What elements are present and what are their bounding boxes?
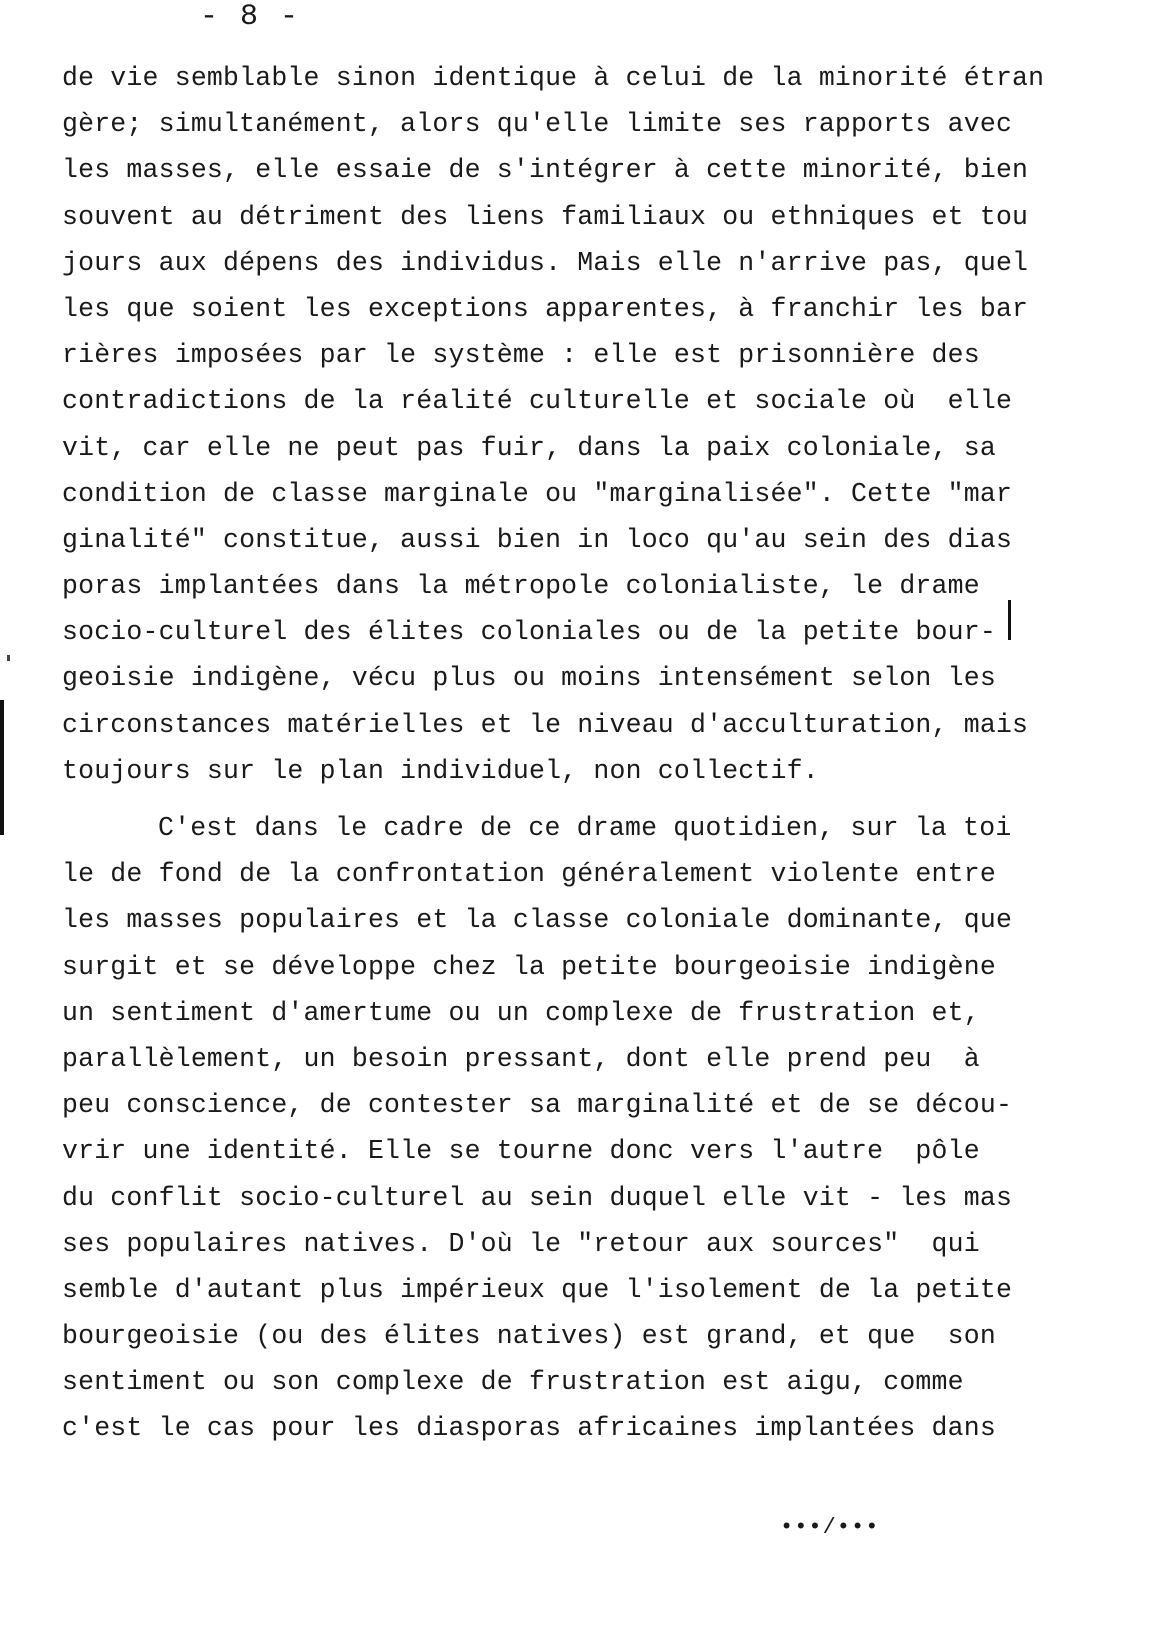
- text-line: jours aux dépens des individus. Mais elle n'arrive pas, quel: [62, 247, 1029, 278]
- text-line: les que soient les exceptions apparentes, à franchir les bar: [62, 293, 1029, 324]
- margin-dot: [7, 655, 10, 661]
- text-line: contradictions de la réalité culturelle et sociale où elle: [62, 386, 1013, 417]
- text-line: socio-culturel des élites coloniales ou de la petite bour-: [62, 617, 996, 648]
- text-line: semble d'autant plus impérieux que l'isolement de la petite: [62, 1274, 1013, 1305]
- text-line: geoisie indigène, vécu plus ou moins intensément selon les: [62, 663, 996, 694]
- text-line: de vie semblable sinon identique à celui de la minorité étran: [62, 63, 1045, 93]
- text-line: vrir une identité. Elle se tourne donc vers l'autre pôle: [62, 1136, 980, 1167]
- text-line: du conflit socio-culturel au sein duquel elle vit - les mas: [62, 1182, 1013, 1213]
- text-line: les masses, elle essaie de s'intégrer à cette minorité, bien: [62, 155, 1029, 186]
- text-line: un sentiment d'amertume ou un complexe de frustration et,: [62, 997, 980, 1028]
- text-line: condition de classe marginale ou "marginalisée". Cette "mar: [62, 478, 1013, 509]
- paragraph-2: [62, 805, 1082, 1452]
- paragraph-1: [62, 55, 1082, 794]
- text-line: les masses populaires et la classe coloniale dominante, que: [62, 905, 1013, 936]
- text-line: ses populaires natives. D'où le "retour aux sources" qui: [62, 1228, 980, 1259]
- text-line: gère; simultanément, alors qu'elle limite ses rapports avec: [62, 109, 1013, 140]
- text-line: circonstances matérielles et le niveau d'acculturation, mais: [62, 709, 1029, 740]
- text-line: toujours sur le plan individuel, non collectif.: [62, 755, 819, 786]
- text-line: bourgeoisie (ou des élites natives) est grand, et que son: [62, 1321, 996, 1352]
- text-line: C'est dans le cadre de ce drame quotidien, sur la toi: [158, 813, 1012, 843]
- text-line: ginalité" constitue, aussi bien in loco qu'au sein des dias: [62, 524, 1013, 555]
- text-line: poras implantées dans la métropole colonialiste, le drame: [62, 571, 980, 602]
- page-number: - 8 -: [200, 0, 301, 34]
- text-line: sentiment ou son complexe de frustration est aigu, comme: [62, 1367, 964, 1398]
- text-line: le de fond de la confrontation généralement violente entre: [62, 859, 996, 890]
- text-line: peu conscience, de contester sa marginalité et de se décou-: [62, 1090, 1013, 1121]
- text-line: surgit et se développe chez la petite bourgeoisie indigène: [62, 951, 996, 982]
- text-line: parallèlement, un besoin pressant, dont elle prend peu à: [62, 1043, 980, 1074]
- continuation-mark: •••/•••: [780, 1515, 880, 1540]
- text-line: souvent au détriment des liens familiaux ou ethniques et tou: [62, 201, 1029, 232]
- text-line: vit, car elle ne peut pas fuir, dans la paix coloniale, sa: [62, 432, 996, 463]
- text-line: c'est le cas pour les diasporas africaines implantées dans: [62, 1413, 996, 1444]
- margin-mark-left: [0, 700, 4, 835]
- text-line: rières imposées par le système : elle est prisonnière des: [62, 340, 980, 371]
